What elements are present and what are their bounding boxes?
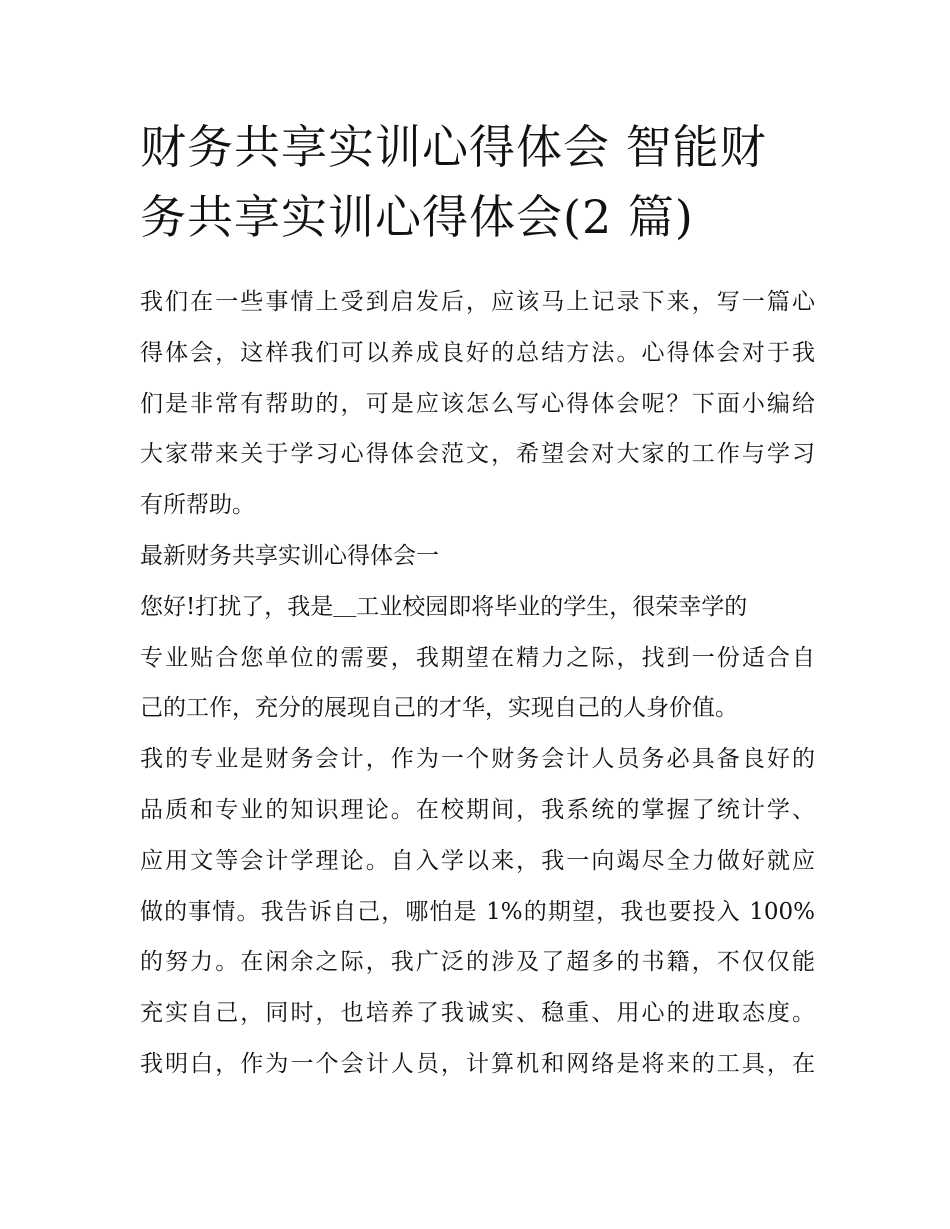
body-line-7: 您好!打扰了，我是＿工业校园即将毕业的学生，很荣幸学的	[140, 593, 748, 620]
body-line-9: 己的工作，充分的展现自己的才华，实现自己的人身价值。	[140, 695, 738, 722]
body-line-11: 品质和专业的知识理论。在校期间，我系统的掌握了统计学、	[140, 796, 815, 823]
section-heading: 最新财务共享实训心得体会一	[140, 542, 439, 569]
body-line-2: 得体会，这样我们可以养成良好的总结方法。心得体会对于我	[140, 339, 815, 366]
body-line-14: 的努力。在闲余之际，我广泛的涉及了超多的书籍，不仅仅能	[140, 949, 815, 976]
body-line-4: 大家带来关于学习心得体会范文，希望会对大家的工作与学习	[140, 441, 815, 468]
body-line-10: 我的专业是财务会计，作为一个财务会计人员务必具备良好的	[140, 746, 815, 773]
body-line-3: 们是非常有帮助的，可是应该怎么写心得体会呢？下面小编给	[140, 390, 815, 417]
document-body	[140, 277, 815, 1090]
body-line-15: 充实自己，同时，也培养了我诚实、稳重、用心的进取态度。	[140, 1000, 815, 1027]
body-line-16: 我明白，作为一个会计人员，计算机和网络是将来的工具，在	[140, 1050, 815, 1077]
body-line-8: 专业贴合您单位的需要，我期望在精力之际，找到一份适合自	[140, 644, 815, 671]
body-line-1: 我们在一些事情上受到启发后，应该马上记录下来，写一篇心	[140, 289, 815, 315]
title-line-2: 务共享实训心得体会(2 篇)	[140, 190, 694, 244]
body-line-5: 有所帮助。	[140, 492, 255, 519]
body-line-12: 应用文等会计学理论。自入学以来，我一向竭尽全力做好就应	[140, 847, 815, 874]
body-line-13: 做的事情。我告诉自己，哪怕是 1%的期望，我也要投入 100%	[140, 898, 815, 925]
document-title	[140, 112, 820, 252]
title-line-1: 财务共享实训心得体会 智能财	[140, 120, 767, 174]
